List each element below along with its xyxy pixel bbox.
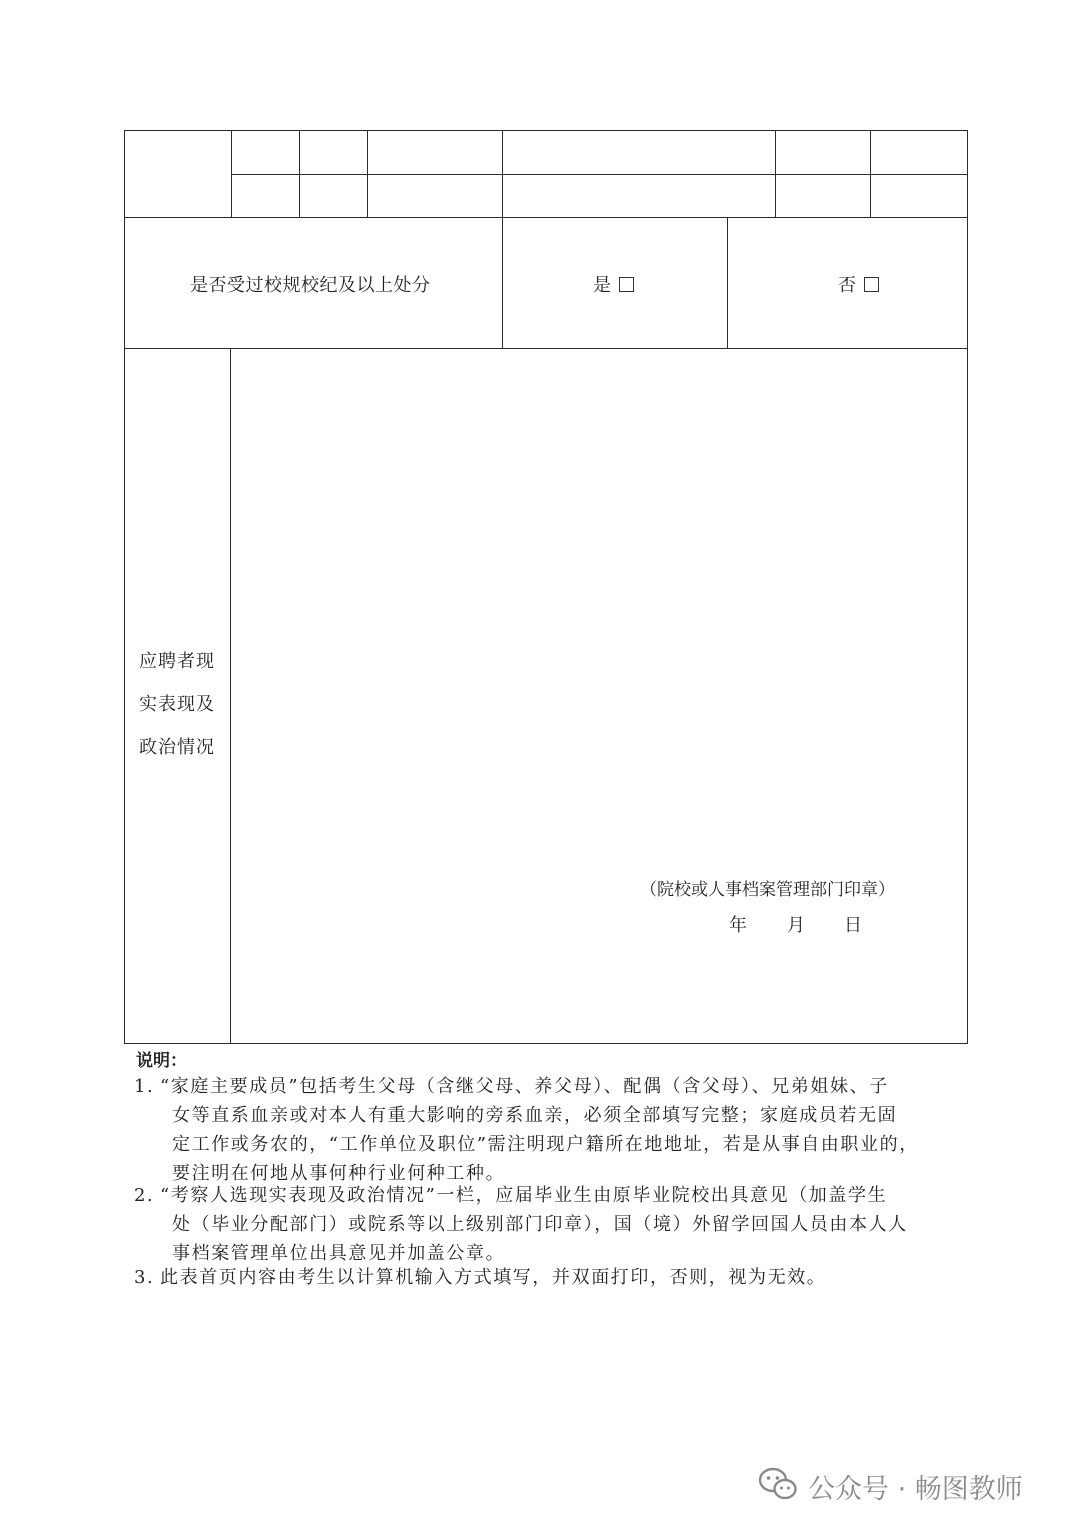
note-number: 2. <box>134 1185 155 1206</box>
table-border-left <box>124 130 125 1044</box>
evaluation-label-line: 政治情况 <box>139 737 215 758</box>
note-number: 3. <box>134 1267 155 1288</box>
evaluation-content-area[interactable] <box>232 350 966 870</box>
table-border-right <box>967 130 968 1044</box>
note-line: 女等直系血亲或对本人有重大影响的旁系血亲，必须全部填写完整；家庭成员若无固 <box>172 1105 898 1126</box>
note-line: “考察人选现实表现及政治情况”一栏，应届毕业生由原毕业院校出具意见（加盖学生 <box>160 1185 888 1206</box>
note-line: 定工作或务农的，“工作单位及职位”需注明现户籍所在地地址，若是从事自由职业的， <box>172 1134 919 1155</box>
evaluation-label <box>139 640 215 769</box>
no-option[interactable] <box>838 271 879 297</box>
date-line <box>729 911 862 937</box>
watermark-text: 公众号 · 畅图教师 <box>808 1473 1023 1505</box>
no-label: 否 <box>838 275 856 296</box>
table-col-divider <box>231 130 232 218</box>
note-line: “家庭主要成员”包括考生父母（含继父母、养父母）、配偶（含父母）、兄弟姐妹、子 <box>160 1076 889 1097</box>
no-checkbox[interactable] <box>864 277 879 292</box>
note-line: 处（毕业分配部门）或院系等以上级别部门印章），国（境）外留学回国人员由本人人 <box>172 1214 908 1235</box>
note-number: 1. <box>134 1076 155 1097</box>
date-month-label: 月 <box>787 915 805 936</box>
note-line: 事档案管理单位出具意见并加盖公章。 <box>172 1243 506 1264</box>
watermark <box>758 1466 1023 1506</box>
date-year-label: 年 <box>729 915 747 936</box>
table-col-divider <box>870 130 871 218</box>
table-row-divider <box>124 348 968 349</box>
note-line: 要注明在何地从事何种行业何种工种。 <box>172 1163 506 1184</box>
discipline-question-label: 是否受过校规校纪及以上处分 <box>190 275 431 296</box>
table-col-divider <box>299 130 300 218</box>
table-row-divider <box>124 217 968 218</box>
evaluation-label-line: 实表现及 <box>139 694 215 715</box>
table-col-divider <box>502 130 503 349</box>
evaluation-label-line: 应聘者现 <box>139 651 215 672</box>
note-line: 此表首页内容由考生以计算机输入方式填写，并双面打印，否则，视为无效。 <box>160 1267 827 1288</box>
date-day-label: 日 <box>844 915 862 936</box>
table-border-top <box>124 130 968 131</box>
wechat-icon <box>758 1467 798 1505</box>
table-col-divider <box>367 130 368 218</box>
yes-option[interactable] <box>593 271 634 297</box>
table-col-divider <box>727 217 728 349</box>
yes-label: 是 <box>593 275 611 296</box>
notes-title: 说明： <box>136 1051 187 1071</box>
yes-checkbox[interactable] <box>619 277 634 292</box>
table-col-divider <box>775 130 776 218</box>
table-border-bottom <box>124 1043 968 1044</box>
table-row-divider <box>231 174 968 175</box>
stamp-note: （院校或人事档案管理部门印章） <box>640 880 895 900</box>
table-col-divider <box>230 348 231 1044</box>
